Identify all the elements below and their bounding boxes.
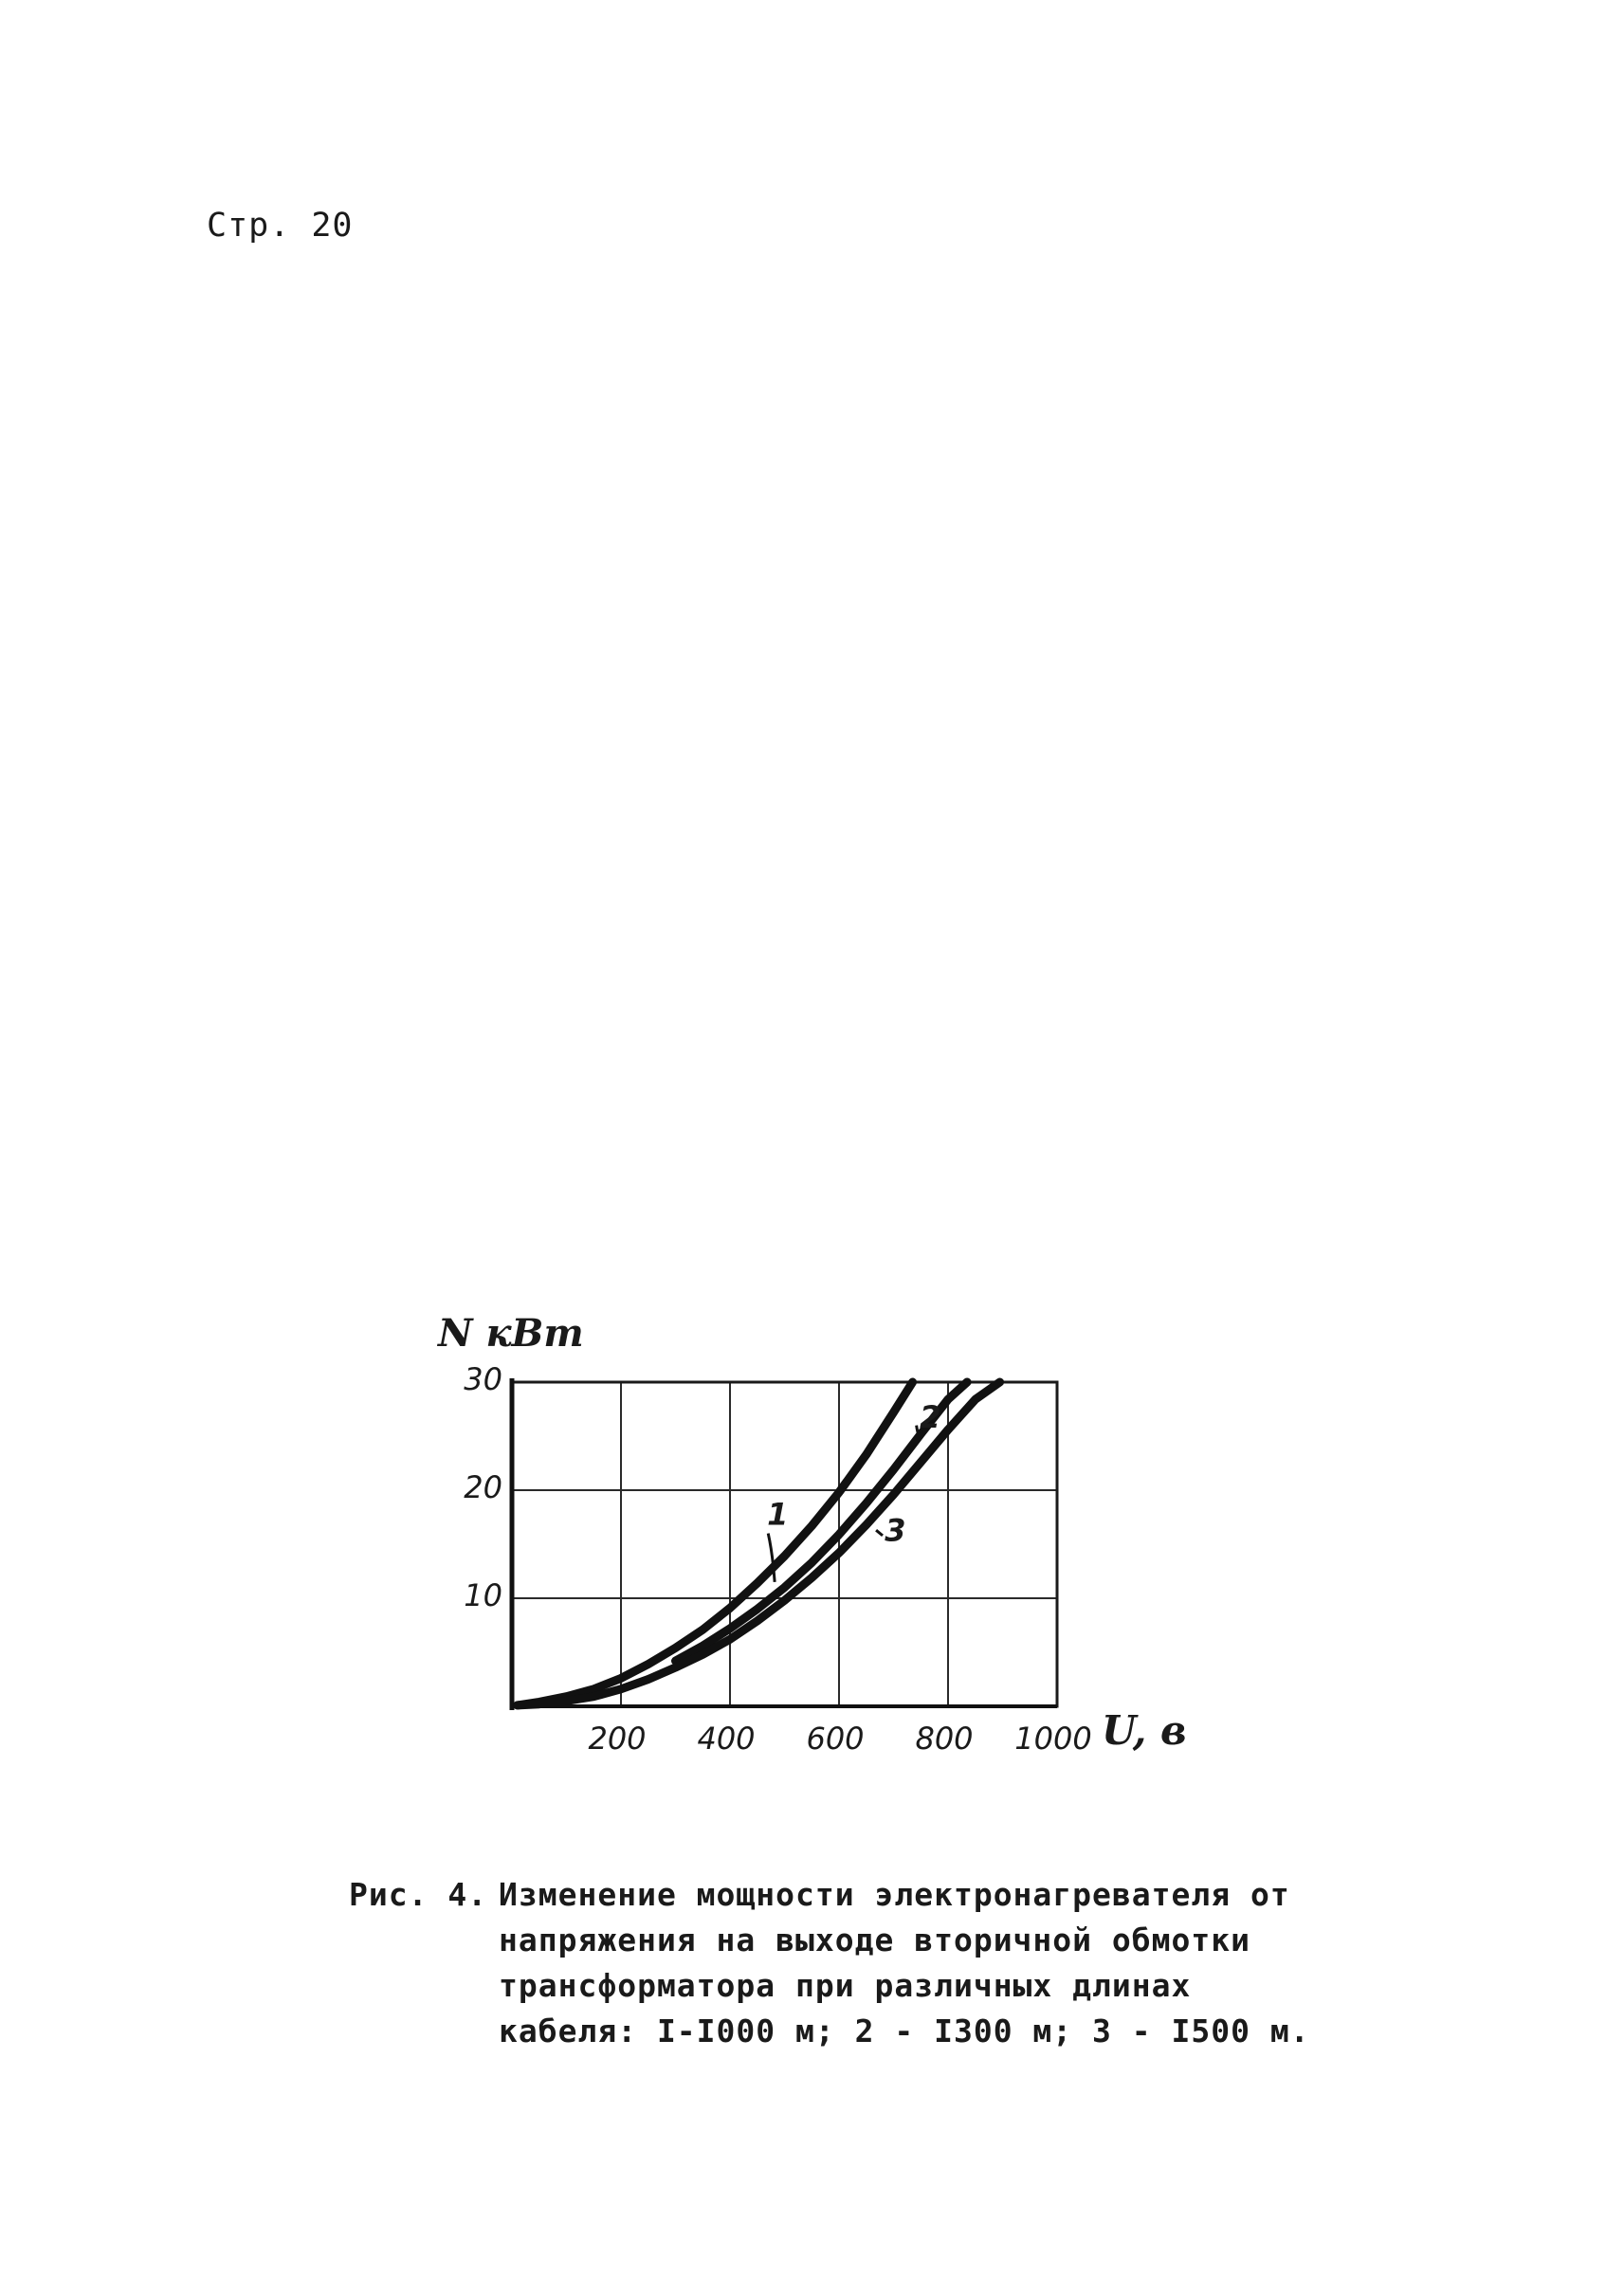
x-tick-label-800: 800 [915,1721,974,1757]
series-label-1: 1 [767,1496,789,1533]
x-tick-label-1000: 1000 [1014,1721,1092,1757]
series-label-3: 3 [885,1512,906,1549]
caption-label: Рис. 4. [349,1876,488,1913]
chart-grid [512,1382,1057,1706]
series-label-leader-3 [876,1530,883,1536]
series-label-2: 2 [920,1398,941,1435]
y-tick-label-30: 30 [464,1361,502,1397]
y-tick-label-10: 10 [464,1577,502,1613]
x-tick-label-200: 200 [588,1721,647,1757]
x-axis-title: U, в [1102,1707,1187,1754]
plot-frame [512,1382,1057,1706]
y-axis-title: N кВт [438,1311,584,1356]
chart-labels [436,1311,1187,1757]
y-tick-label-20: 20 [464,1469,502,1505]
page-number: Стр. 20 [207,207,354,245]
x-tick-label-600: 600 [806,1721,865,1757]
caption-text: Изменение мощности электронагревателя от напряжения на выходе вторичной обмотки трансформатора при различных длинах кабеля: I-I000 м; 2 - I300 м; 3 - I500 м. [499,1876,1310,2049]
chart-axes [512,1378,1057,1710]
x-tick-label-400: 400 [697,1721,756,1757]
